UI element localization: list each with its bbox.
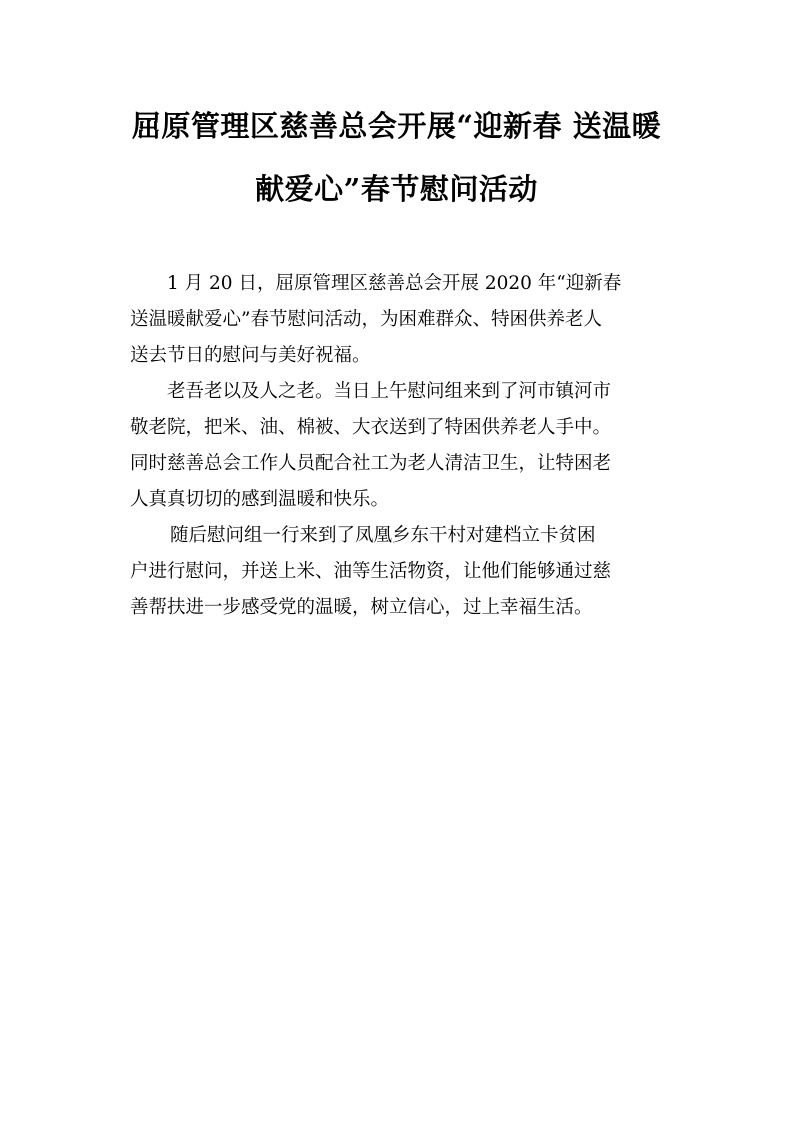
paragraph-2 <box>130 374 675 518</box>
paragraph-1-line-2: 送温暖献爱心”春节慰问活动，为困难群众、特困供养老人 <box>130 309 602 330</box>
paragraph-1-line-3: 送去节日的慰问与美好祝福。 <box>130 345 371 366</box>
paragraph-3-line-3: 善帮扶进一步感受党的温暖，树立信心，过上幸福生活。 <box>130 597 593 618</box>
paragraph-1-line-1: 1 月 20 日，屈原管理区慈善总会开展 2020 年“迎新春 <box>167 273 622 294</box>
paragraph-2-line-1: 老吾老以及人之老。当日上午慰问组来到了河市镇河市 <box>167 381 612 402</box>
document-title-line-2: 献爱心”春节慰问活动 <box>255 172 538 206</box>
paragraph-3-line-1: 随后慰问组一行来到了凤凰乡东干村对建档立卡贫困 <box>170 525 596 546</box>
paragraph-2-line-3: 同时慈善总会工作人员配合社工为老人清洁卫生，让特困老 <box>130 453 612 474</box>
paragraph-2-line-2: 敬老院，把米、油、棉被、大衣送到了特困供养老人手中。 <box>130 417 612 438</box>
paragraph-3-line-2: 户进行慰问，并送上米、油等生活物资，让他们能够通过慈 <box>130 561 612 582</box>
document-body <box>130 266 675 626</box>
document-title-line-1: 屈原管理区慈善总会开展“迎新春 送温暖 <box>131 109 662 143</box>
paragraph-2-line-4: 人真真切切的感到温暖和快乐。 <box>130 489 390 510</box>
paragraph-3 <box>130 518 675 626</box>
paragraph-1 <box>130 266 675 374</box>
